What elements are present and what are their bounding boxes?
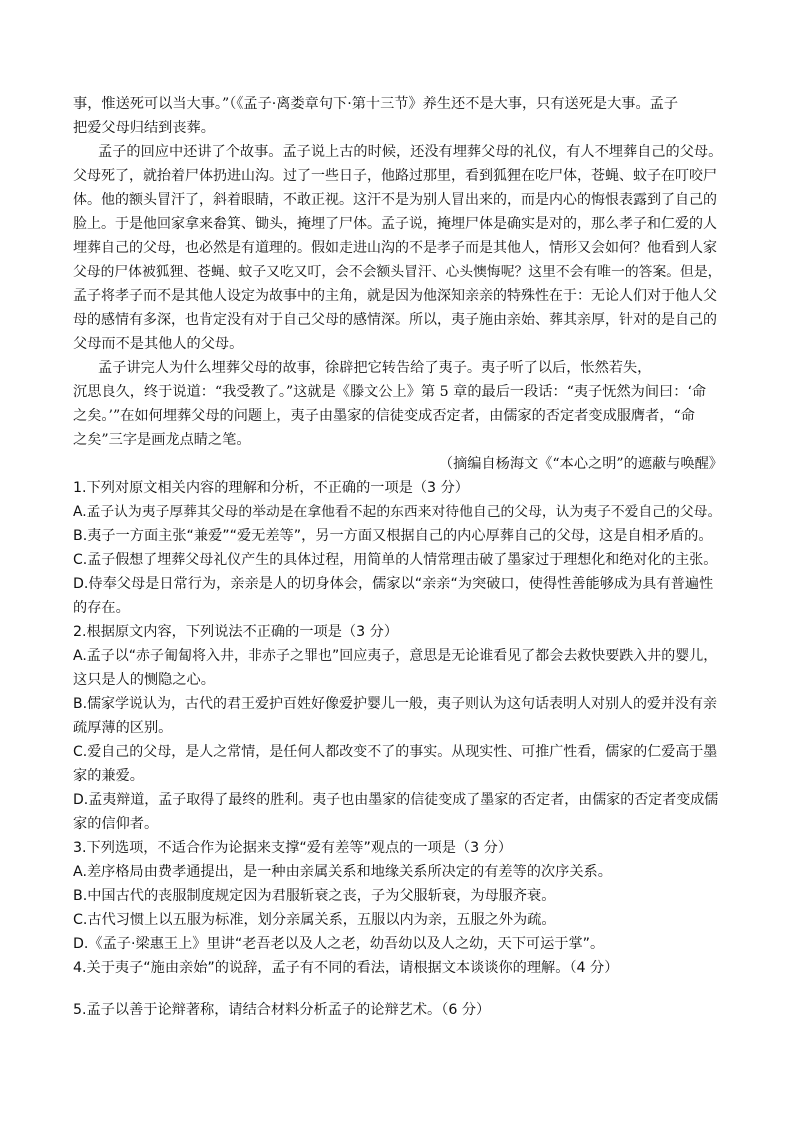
question-2-option-b: B.儒家学说认为，古代的君王爱护百姓好像爱护婴儿一般，夷子则认为这句话表明人对别人的爱并没有亲 — [73, 696, 718, 712]
question-1-stem: 1.下列对原文相关内容的理解和分析，不正确的一项是（3 分） — [73, 480, 469, 496]
question-2-option-a-cont: 这只是人的恻隐之心。 — [73, 672, 215, 688]
passage-line: 母的感情有多深，也肯定没有对于自己父母的感情深。所以，夷子施由亲始、葬其亲厚，针对的是自己的 — [73, 312, 717, 328]
passage-line: 之矣”三字是画龙点睛之笔。 — [73, 432, 251, 448]
passage-line: 父母死了，就抬着尸体扔进山沟。过了一些日子，他路过那里，看到狐狸在吃尸体，苍蝇、蚊子在叮咬尸 — [73, 168, 717, 184]
question-1-option-d-cont: 的存在。 — [73, 600, 130, 616]
question-2-option-d: D.孟夷辩道，孟子取得了最终的胜利。夷子也由墨家的信徒变成了墨家的否定者，由儒家的否定者变成儒 — [73, 792, 719, 808]
passage-line: 父母的尸体被狐狸、苍蝇、蚊子又吃又叮，会不会额头冒汗、心头懊悔呢？这里不会有唯一的答案。但是， — [73, 264, 722, 280]
question-1-option-d: D.侍奉父母是日常行为，亲亲是人的切身体会，儒家以“亲亲“为突破口，使得性善能够成为具有普遍性 — [73, 576, 714, 592]
question-5-stem: 5.孟子以善于论辩著称，请结合材料分析孟子的论辩艺术。（6 分） — [73, 1002, 491, 1018]
question-2-option-a: A.孟子以“赤子匍匐将入井，非赤子之罪也”回应夷子，意思是无论谁看见了都会去救快要跌入井的婴儿， — [73, 648, 718, 664]
question-3-option-c: C.古代习惯上以五服为标准，划分亲属关系，五服以内为亲，五服之外为疏。 — [73, 912, 556, 928]
question-2-option-b-cont: 疏厚薄的区别。 — [73, 720, 173, 736]
question-4-stem: 4.关于夷子“施由亲始”的说辞，孟子有不同的看法，请根据文本谈谈你的理解。（4 分） — [73, 960, 619, 976]
source-citation: （摘编自杨海文《“本心之明”的遮蔽与唤醒》 — [438, 456, 723, 472]
passage-line: 孟子将孝子而不是其他人设定为故事中的主角，就是因为他深知亲亲的特殊性在于：无论人们对于他人父 — [73, 288, 717, 304]
passage-line: 体。他的额头冒汗了，斜着眼睛，不敢正视。这汗不是为别人冒出来的，而是内心的悔恨表露到了自己的 — [73, 192, 717, 208]
question-3-stem: 3.下列选项，不适合作为论据来支撑“爱有差等”观点的一项是（3 分） — [73, 840, 513, 856]
passage-line: 事，惟送死可以当大事。”（《孟子·离娄章句下·第十三节》养生还不是大事，只有送死是大事。孟子 — [73, 96, 679, 112]
passage-line: 把爱父母归结到丧葬。 — [73, 120, 215, 136]
passage-line: 沉思良久，终于说道：“我受教了。”这就是《滕文公上》第 5 章的最后一段话：“夷子怃然为间曰：‘命 — [73, 384, 707, 400]
question-1-option-b: B.夷子一方面主张“兼爱”“爱无差等”，另一方面又根据自己的内心厚葬自己的父母，这是自相矛盾的。 — [73, 528, 713, 544]
passage-line: 之矣。’”在如何埋葬父母的问题上，夷子由墨家的信徒变成否定者，由儒家的否定者变成服膺者，“命 — [73, 408, 695, 424]
question-3-option-d: D.《孟子·梁惠王上》里讲“老吾老以及人之老，幼吾幼以及人之幼，天下可运于掌”。 — [73, 936, 605, 952]
question-3-option-b: B.中国古代的丧服制度规定因为君服斩衰之丧，子为父服斩衰，为母服齐衰。 — [73, 888, 556, 904]
passage-line: 孟子的回应中还讲了个故事。孟子说上古的时候，还没有埋葬父母的礼仪，有人不埋葬自己的父母。 — [98, 144, 723, 160]
question-2-option-c: C.爱自己的父母，是人之常情，是任何人都改变不了的事实。从现实性、可推广性看，儒家的仁爱高于墨 — [73, 744, 718, 760]
question-2-option-d-cont: 家的信仰者。 — [73, 816, 159, 832]
passage-line: 埋葬自己的父母，也必然是有道理的。假如走进山沟的不是孝子而是其他人，情形又会如何？他看到人家 — [73, 240, 717, 256]
passage-line: 父母而不是其他人的父母。 — [73, 336, 244, 352]
question-1-option-a: A.孟子认为夷子厚葬其父母的举动是在拿他看不起的东西来对待他自己的父母，认为夷子不爱自己的父母。 — [73, 504, 722, 520]
question-3-option-a: A.差序格局由费孝通提出，是一种由亲属关系和地缘关系所决定的有差等的次序关系。 — [73, 864, 612, 880]
passage-line: 脸上。于是他回家拿来畚箕、锄头，掩埋了尸体。孟子说，掩埋尸体是确实是对的，那么孝子和仁爱的人 — [73, 216, 717, 232]
question-2-option-c-cont: 家的兼爱。 — [73, 768, 144, 784]
passage-line: 孟子讲完人为什么埋葬父母的故事，徐辟把它转告给了夷子。夷子听了以后，怅然若失， — [98, 360, 652, 376]
question-1-option-c: C.孟子假想了埋葬父母礼仪产生的具体过程，用简单的人情常理击破了墨家过于理想化和绝对化的主张。 — [73, 552, 718, 568]
question-2-stem: 2.根据原文内容，下列说法不正确的一项是（3 分） — [73, 624, 399, 640]
